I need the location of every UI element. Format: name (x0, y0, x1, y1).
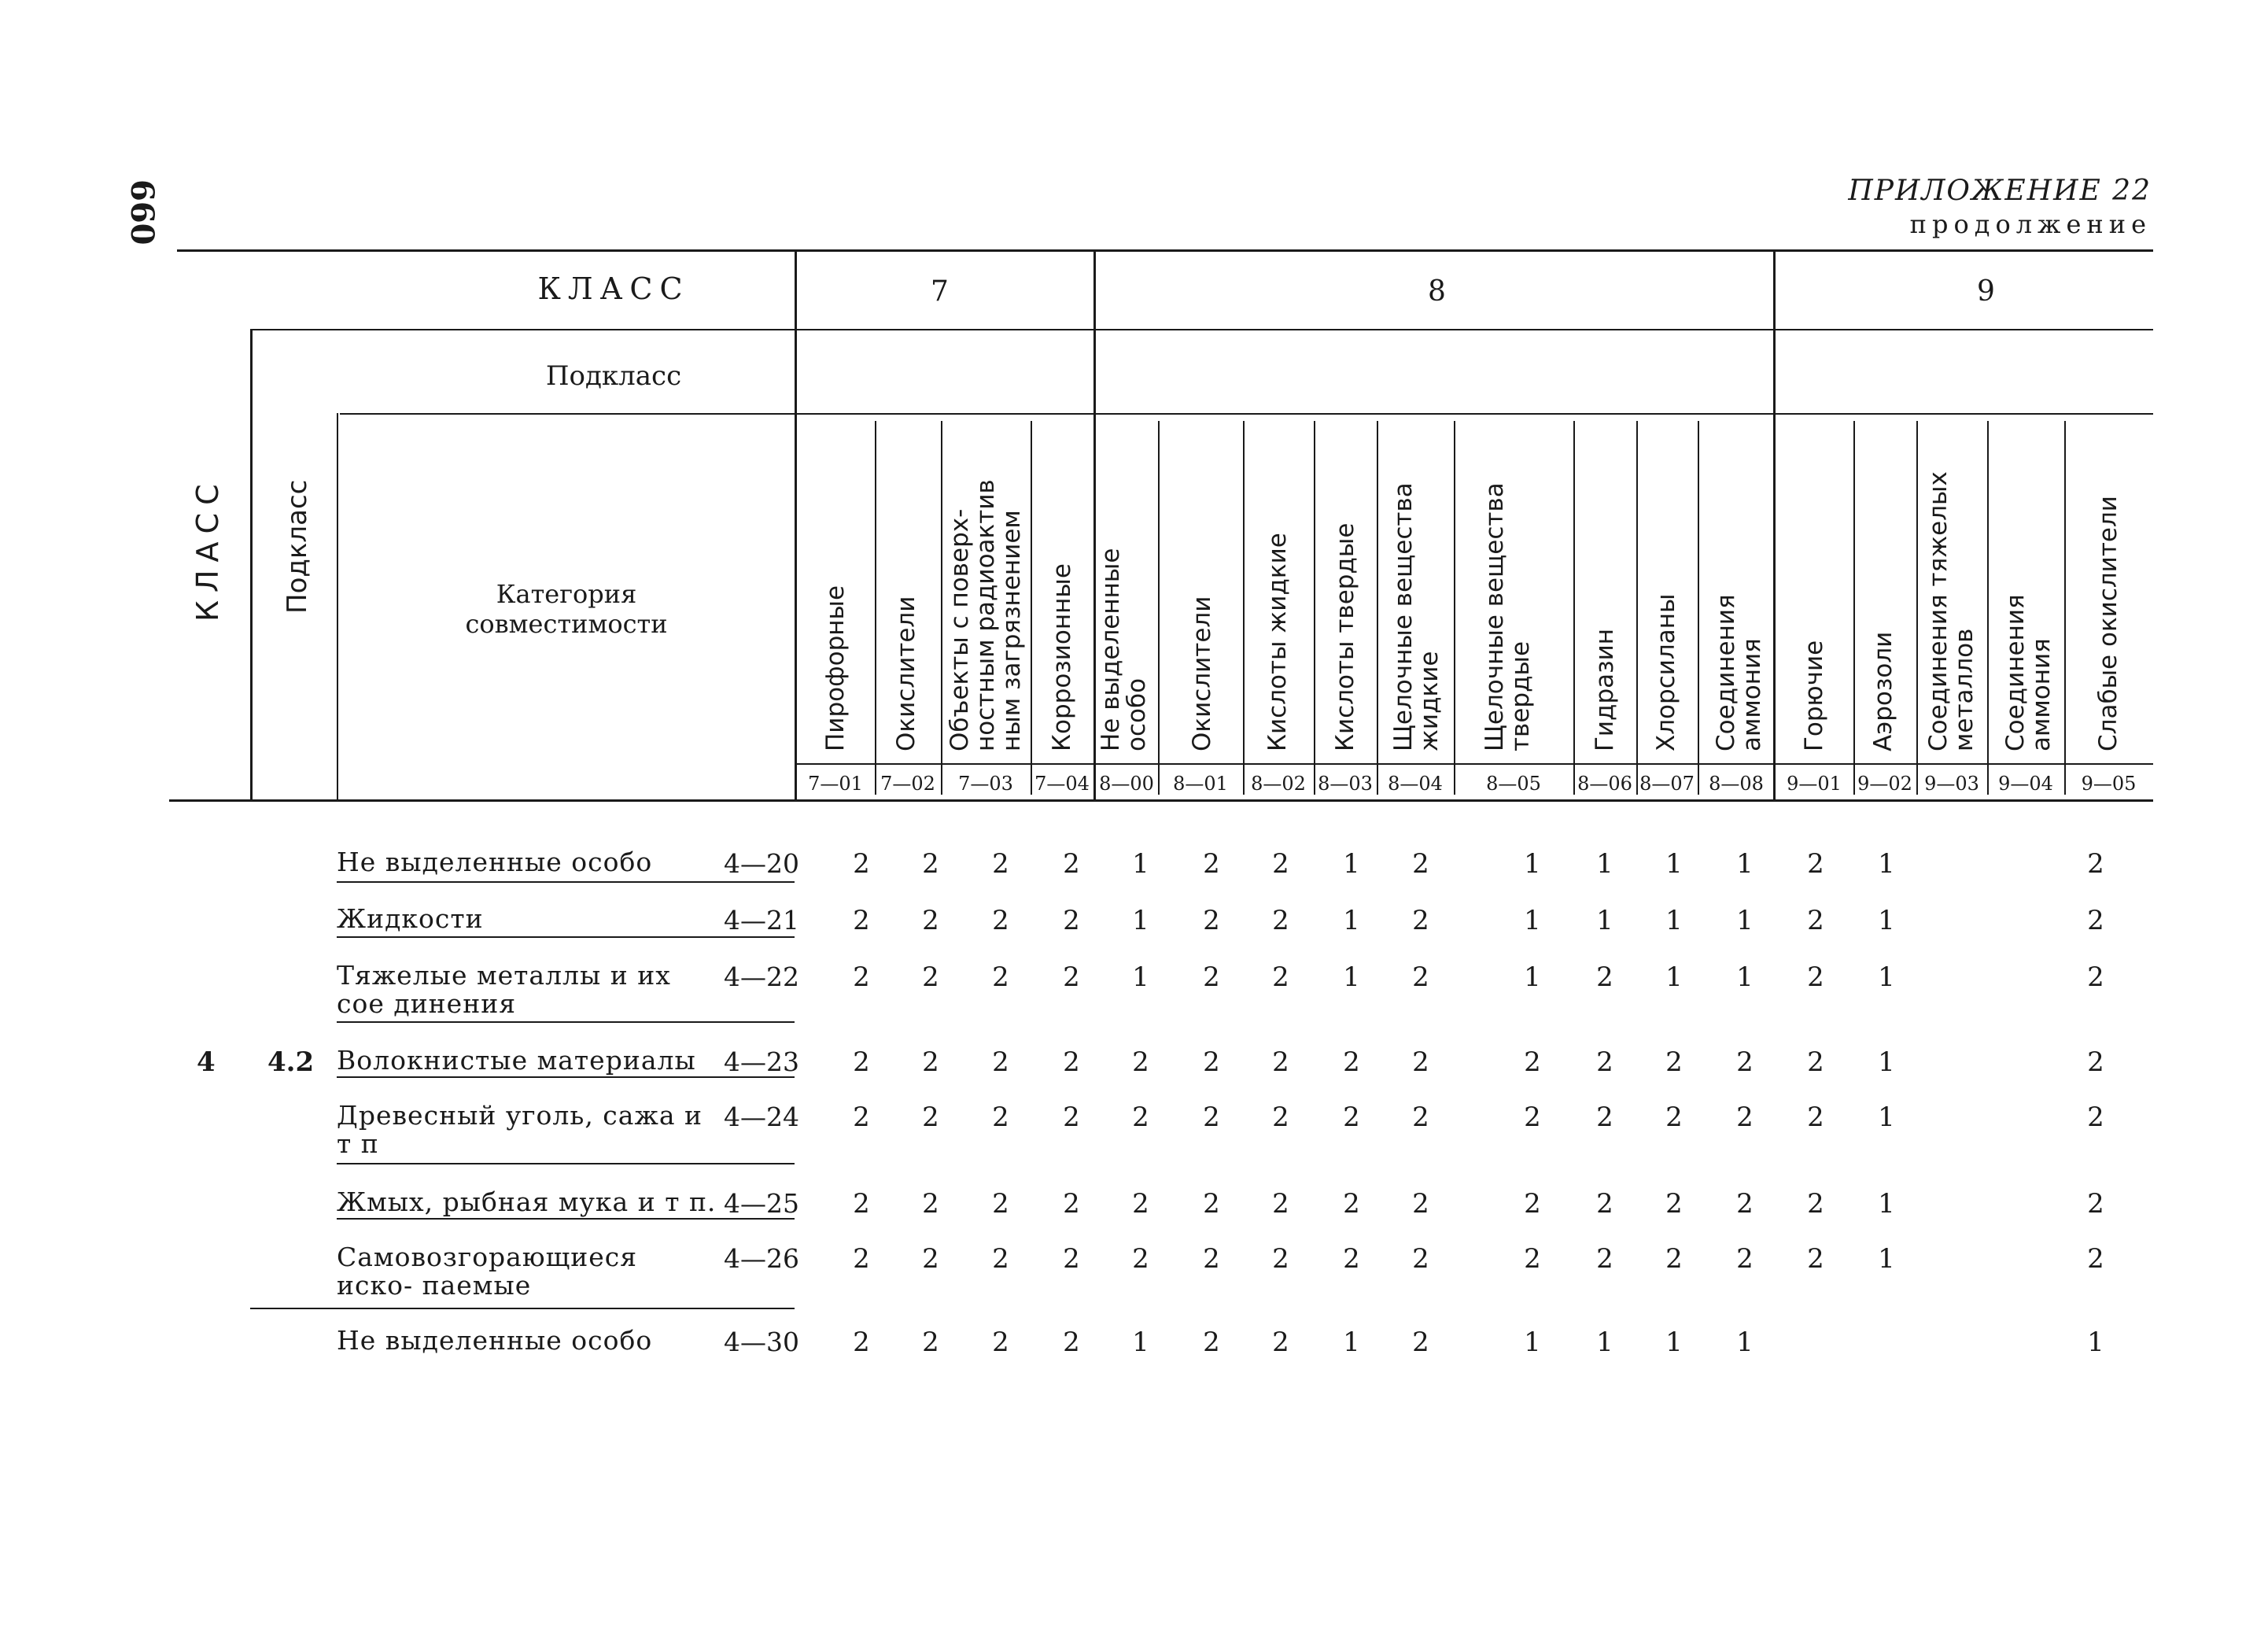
table-cell: 2 (1412, 1188, 1429, 1220)
table-cell: 2 (1203, 848, 1220, 880)
column-code: 9—01 (1787, 773, 1842, 795)
table-cell: 2 (2087, 1046, 2104, 1078)
table-cell: 2 (1736, 1243, 1754, 1275)
row-rule (337, 1218, 795, 1220)
table-cell: 2 (2087, 1243, 2104, 1275)
table-cell: 2 (922, 1046, 939, 1078)
table-cell: 2 (1665, 1102, 1683, 1133)
table-cell: 2 (1203, 961, 1220, 993)
table-cell: 1 (1736, 1327, 1754, 1358)
table-cell: 2 (1596, 1188, 1613, 1220)
col-divider (941, 421, 942, 795)
side-podklass-label: Подкласс (282, 479, 313, 614)
table-cell: 2 (2087, 961, 2104, 993)
column-code: 8—07 (1639, 773, 1695, 795)
table-cell: 1 (1343, 848, 1360, 880)
row-label: Самовозгорающиеся иско- паемые (337, 1242, 638, 1301)
column-header: Не выделенные особо (1097, 548, 1151, 751)
table-cell: 2 (922, 1327, 939, 1358)
column-header: Пирофорные (821, 585, 850, 751)
table-cell: 1 (1596, 905, 1613, 936)
row-code: 4—26 (724, 1243, 799, 1274)
table-cell: 2 (992, 961, 1009, 993)
table-cell: 2 (853, 1102, 870, 1133)
row-label: Жидкости (337, 903, 484, 934)
table-cell: 1 (1524, 848, 1541, 880)
table-cell: 2 (1272, 1046, 1289, 1078)
column-header: Горючие (1800, 640, 1828, 751)
column-code: 7—03 (958, 773, 1013, 795)
table-cell: 2 (922, 1102, 939, 1133)
row-label: Древесный уголь, сажа и т п (337, 1100, 703, 1159)
category-header-label: Категория совместимости (465, 579, 668, 639)
row-code: 4—24 (724, 1102, 799, 1132)
table-cell: 2 (1272, 905, 1289, 936)
table-cell: 2 (2087, 1102, 2104, 1133)
col-divider (1853, 421, 1855, 795)
column-code: 9—02 (1857, 773, 1912, 795)
table-cell: 2 (1807, 1046, 1824, 1078)
table-cell: 2 (1665, 1046, 1683, 1078)
col-divider (1987, 421, 1989, 795)
code-rule (795, 763, 2153, 765)
appendix-title: ПРИЛОЖЕНИЕ 22 (1848, 175, 2152, 207)
table-cell: 2 (1524, 1243, 1541, 1275)
table-cell: 2 (1203, 905, 1220, 936)
table-cell: 2 (1412, 1102, 1429, 1133)
group-divider-8-9 (1773, 249, 1776, 800)
table-cell: 2 (1203, 1327, 1220, 1358)
table-cell: 2 (992, 1046, 1009, 1078)
table-cell: 2 (1063, 1102, 1080, 1133)
table-cell: 1 (1596, 1327, 1613, 1358)
table-cell: 1 (1878, 1243, 1895, 1275)
group-9-label: 9 (1977, 275, 1995, 308)
group-divider-7-8 (1093, 249, 1096, 800)
table-cell: 1 (1878, 1046, 1895, 1078)
table-cell: 1 (1878, 1188, 1895, 1220)
table-cell: 2 (1736, 1102, 1754, 1133)
table-cell: 2 (1807, 905, 1824, 936)
table-cell: 2 (1272, 1102, 1289, 1133)
table-cell: 1 (1878, 1102, 1895, 1133)
row-label: Тяжелые металлы и их сое динения (337, 960, 671, 1019)
table-cell: 2 (1807, 1188, 1824, 1220)
table-cell: 2 (1063, 1046, 1080, 1078)
page-number: 660 (124, 179, 160, 245)
appendix-subtitle: продолжение (1909, 209, 2152, 239)
table-cell: 2 (1203, 1102, 1220, 1133)
table-cell: 2 (1132, 1102, 1149, 1133)
table-cell: 2 (922, 1188, 939, 1220)
row-rule (337, 881, 795, 883)
table-cell: 2 (1343, 1046, 1360, 1078)
table-cell: 2 (992, 1188, 1009, 1220)
table-cell: 2 (1132, 1046, 1149, 1078)
table-cell: 2 (853, 905, 870, 936)
table-cell: 2 (1596, 1046, 1613, 1078)
table-cell: 1 (1878, 848, 1895, 880)
col-divider (1573, 421, 1575, 795)
table-cell: 2 (1343, 1243, 1360, 1275)
table-cell: 1 (1343, 1327, 1360, 1358)
table-cell: 2 (1272, 1327, 1289, 1358)
row-code: 4—25 (724, 1188, 799, 1219)
table-cell: 2 (1203, 1243, 1220, 1275)
table-cell: 1 (1132, 905, 1149, 936)
side-divider-1 (250, 329, 253, 799)
column-header: Слабые окислители (2094, 496, 2122, 751)
col-divider (875, 421, 876, 795)
table-cell: 1 (1736, 848, 1754, 880)
table-cell: 2 (1807, 848, 1824, 880)
table-cell: 2 (1063, 848, 1080, 880)
col-divider (1031, 421, 1032, 795)
row-code: 4—30 (724, 1327, 799, 1357)
table-cell: 1 (1665, 905, 1683, 936)
row-code: 4—23 (724, 1046, 799, 1077)
table-cell: 2 (1063, 1327, 1080, 1358)
table-cell: 1 (1524, 1327, 1541, 1358)
table-cell: 2 (1736, 1046, 1754, 1078)
table-cell: 1 (1132, 961, 1149, 993)
klass-rule (252, 329, 2153, 330)
column-code: 7—04 (1034, 773, 1090, 795)
table-cell: 2 (853, 1188, 870, 1220)
table-cell: 2 (2087, 1188, 2104, 1220)
table-cell: 2 (1807, 1102, 1824, 1133)
table-cell: 2 (1736, 1188, 1754, 1220)
table-cell: 1 (1665, 848, 1683, 880)
col-divider (1158, 421, 1160, 795)
table-cell: 2 (1343, 1188, 1360, 1220)
column-header: Гидразин (1591, 628, 1619, 751)
column-code: 8—03 (1318, 773, 1373, 795)
column-code: 8—00 (1099, 773, 1154, 795)
col-divider (1916, 421, 1918, 795)
table-cell: 2 (853, 1046, 870, 1078)
table-cell: 2 (1807, 1243, 1824, 1275)
table-cell: 2 (922, 1243, 939, 1275)
table-cell: 2 (1272, 961, 1289, 993)
table-cell: 2 (1203, 1046, 1220, 1078)
main-divider (795, 249, 797, 800)
table-cell: 2 (922, 848, 939, 880)
table-cell: 2 (1596, 1243, 1613, 1275)
table-cell: 2 (853, 1327, 870, 1358)
table-cell: 1 (1878, 961, 1895, 993)
table-cell: 2 (922, 961, 939, 993)
column-header: Кислоты твердые (1331, 522, 1359, 751)
column-header: Коррозионные (1048, 563, 1076, 751)
column-code: 7—01 (808, 773, 863, 795)
table-cell: 2 (2087, 905, 2104, 936)
table-cell: 2 (1132, 1243, 1149, 1275)
table-cell: 2 (853, 1243, 870, 1275)
table-cell: 2 (1412, 1327, 1429, 1358)
table-cell: 2 (992, 848, 1009, 880)
table-cell: 2 (1412, 961, 1429, 993)
column-header: Кислоты жидкие (1263, 533, 1292, 751)
row-code: 4—22 (724, 961, 799, 992)
col-divider (1698, 421, 1699, 795)
table-cell: 2 (1132, 1188, 1149, 1220)
col-divider (2064, 421, 2066, 795)
column-header: Соединения аммония (1712, 594, 1766, 751)
column-code: 9—04 (1998, 773, 2053, 795)
side-divider-2 (337, 413, 338, 799)
column-code: 9—03 (1924, 773, 1979, 795)
table-cell: 2 (853, 848, 870, 880)
row-rule (337, 1163, 795, 1164)
table-cell: 1 (1736, 961, 1754, 993)
col-divider (1454, 421, 1455, 795)
table-cell: 2 (1272, 1243, 1289, 1275)
row-code: 4—20 (724, 848, 799, 879)
table-cell: 2 (1412, 848, 1429, 880)
row-rule (337, 936, 795, 938)
table-cell: 1 (1132, 848, 1149, 880)
table-cell: 1 (1343, 905, 1360, 936)
table-cell: 1 (1665, 961, 1683, 993)
table-cell: 2 (992, 1102, 1009, 1133)
column-code: 8—02 (1251, 773, 1306, 795)
table-cell: 1 (1596, 848, 1613, 880)
top-rule (177, 249, 2153, 252)
table-cell: 2 (1343, 1102, 1360, 1133)
column-code: 8—06 (1577, 773, 1632, 795)
column-header: Щелочные вещества жидкие (1389, 482, 1444, 751)
table-cell: 1 (1132, 1327, 1149, 1358)
table-cell: 2 (1524, 1046, 1541, 1078)
row-code: 4—21 (724, 905, 799, 936)
row-rule (337, 1021, 795, 1023)
table-cell: 2 (992, 1243, 1009, 1275)
table-cell: 2 (1807, 961, 1824, 993)
podklass-rule (340, 413, 2153, 415)
side-klass-label: КЛАСС (190, 476, 225, 622)
column-code: 8—01 (1173, 773, 1228, 795)
table-cell: 1 (2087, 1327, 2104, 1358)
column-code: 9—05 (2081, 773, 2137, 795)
table-cell: 2 (853, 961, 870, 993)
table-cell: 2 (1665, 1243, 1683, 1275)
side-klass-value: 4 (197, 1046, 216, 1078)
col-divider (1636, 421, 1638, 795)
table-cell: 2 (1524, 1188, 1541, 1220)
table-cell: 2 (1272, 848, 1289, 880)
row-rule (250, 1308, 795, 1309)
column-header: Окислители (892, 596, 920, 751)
podklass-header-label: Подкласс (545, 360, 682, 392)
column-code: 8—05 (1486, 773, 1541, 795)
side-podklass-value: 4.2 (267, 1046, 315, 1078)
table-cell: 2 (1272, 1188, 1289, 1220)
table-cell: 2 (1665, 1188, 1683, 1220)
table-cell: 1 (1665, 1327, 1683, 1358)
row-label: Волокнистые материалы (337, 1045, 696, 1076)
header-bottom-rule (169, 799, 2153, 802)
table-cell: 1 (1343, 961, 1360, 993)
table-cell: 2 (1412, 1243, 1429, 1275)
table-cell: 2 (992, 905, 1009, 936)
table-cell: 2 (922, 905, 939, 936)
table-cell: 1 (1524, 905, 1541, 936)
column-code: 7—02 (880, 773, 935, 795)
column-header: Соединения аммония (2001, 594, 2056, 751)
row-label: Жмых, рыбная мука и т п. (337, 1187, 717, 1217)
col-divider (1243, 421, 1245, 795)
table-cell: 2 (1203, 1188, 1220, 1220)
col-divider (1314, 421, 1315, 795)
row-rule (337, 1076, 795, 1078)
table-cell: 2 (1063, 1188, 1080, 1220)
column-header: Объекты с поверх- ностным радиоактив ным загрязнением (946, 479, 1026, 751)
column-code: 8—04 (1388, 773, 1443, 795)
column-header: Аэрозоли (1869, 631, 1897, 751)
col-divider (1377, 421, 1378, 795)
table-cell: 2 (1596, 961, 1613, 993)
klass-header-label: КЛАСС (537, 271, 690, 306)
column-header: Окислители (1188, 596, 1216, 751)
column-code: 8—08 (1709, 773, 1764, 795)
column-header: Соединения тяжелых металлов (1924, 471, 1979, 751)
table-cell: 2 (1063, 905, 1080, 936)
group-8-label: 8 (1428, 275, 1446, 308)
table-cell: 2 (1524, 1102, 1541, 1133)
table-cell: 2 (1412, 905, 1429, 936)
table-cell: 2 (992, 1327, 1009, 1358)
table-cell: 2 (1063, 961, 1080, 993)
row-label: Не выделенные особо (337, 847, 653, 877)
table-cell: 2 (1596, 1102, 1613, 1133)
column-header: Хлорсиланы (1652, 593, 1680, 751)
table-cell: 1 (1736, 905, 1754, 936)
table-cell: 2 (1063, 1243, 1080, 1275)
table-cell: 1 (1524, 961, 1541, 993)
table-cell: 2 (2087, 848, 2104, 880)
column-header: Щелочные вещества твердые (1481, 482, 1535, 751)
row-label: Не выделенные особо (337, 1325, 653, 1356)
table-cell: 1 (1878, 905, 1895, 936)
group-7-label: 7 (931, 275, 949, 308)
table-cell: 2 (1412, 1046, 1429, 1078)
